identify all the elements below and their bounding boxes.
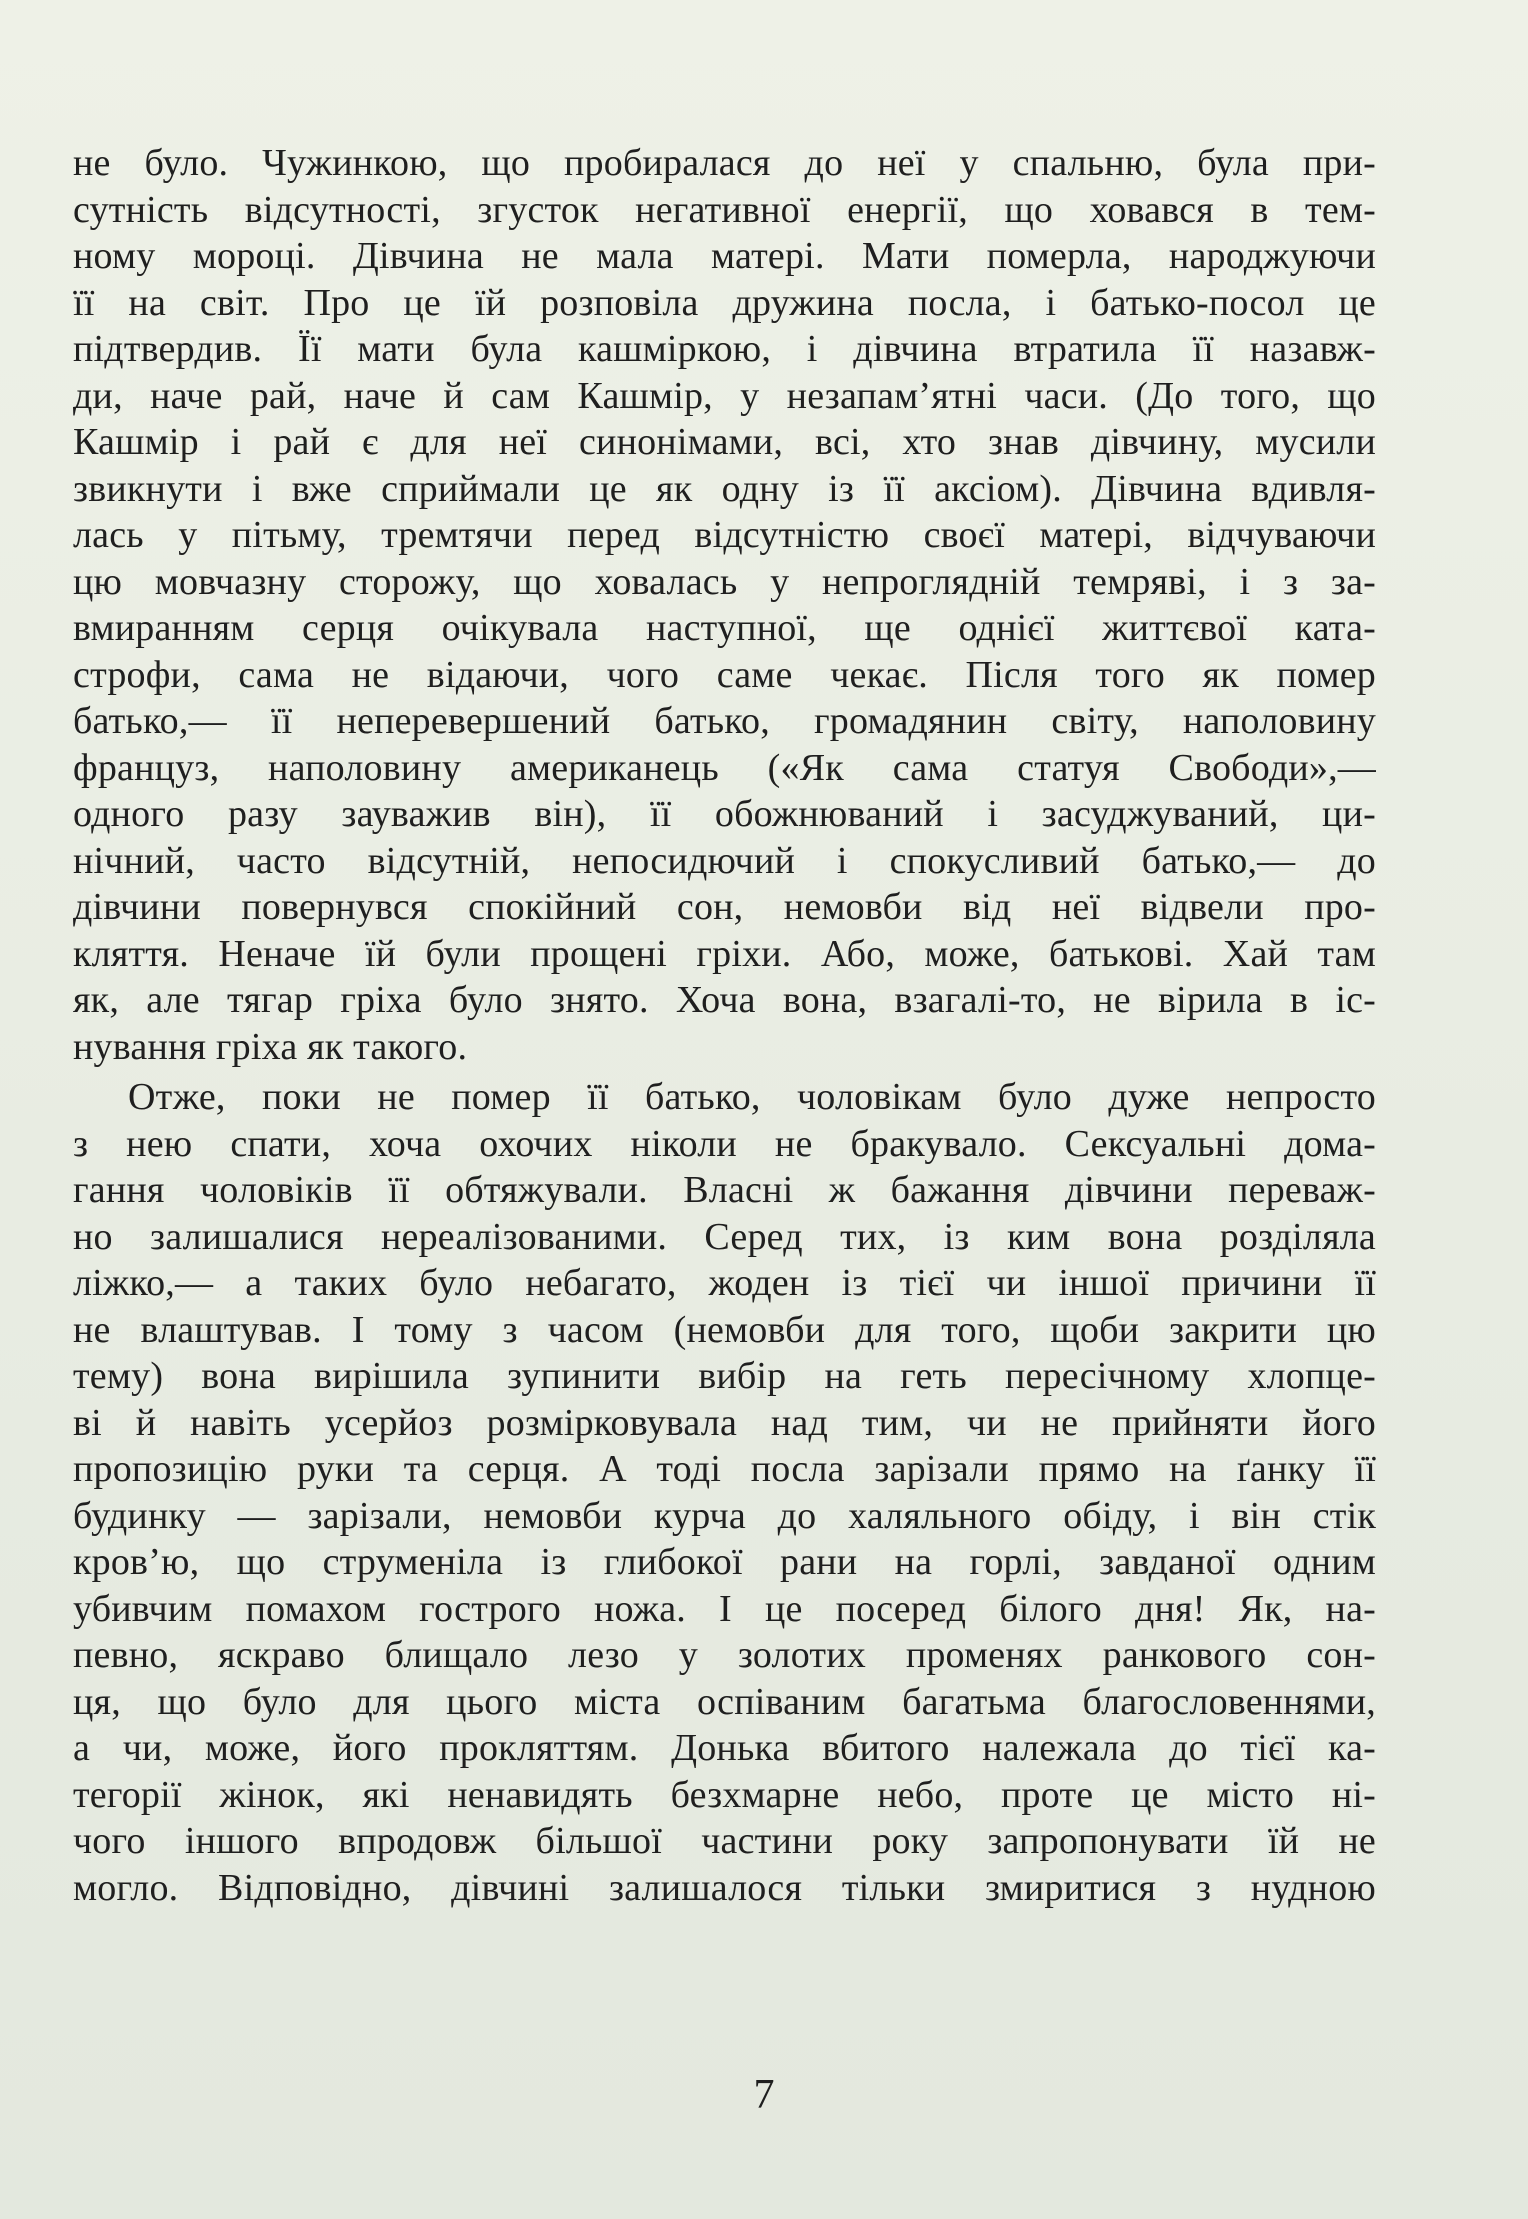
- text-line: ця, що було для цього міста оспіваним багатьма благословеннями,: [73, 1680, 1376, 1723]
- text-line: лась у пітьму, тремтячи перед відсутністю своєї матері, відчуваючи: [73, 514, 1376, 556]
- text-line: гання чоловіків її обтяжували. Власні ж бажання дівчини переваж-: [73, 1169, 1376, 1211]
- text-line: не влаштував. І тому з часом (немовби для того, щоби закрити цю: [73, 1308, 1376, 1351]
- text-line: звикнути і вже сприймали це як одну із її аксіом). Дівчина вдивля-: [73, 467, 1376, 510]
- text-line: кляття. Неначе їй були прощені гріхи. Або, може, батькові. Хай там: [73, 932, 1376, 975]
- text-line: ному мороці. Дівчина не мала матері. Мати померла, народжуючи: [73, 235, 1376, 277]
- text-line: не було. Чужинкою, що пробиралася до неї у спальню, була при-: [73, 142, 1376, 184]
- text-line: сутність відсутності, згусток негативної енергії, що ховався в тем-: [73, 188, 1376, 231]
- text-line: підтвердив. Її мати була кашміркою, і дівчина втратила її назавж-: [73, 328, 1376, 370]
- text-line: француз, наполовину американець («Як сама статуя Свободи»,—: [73, 746, 1376, 789]
- text-line: кров’ю, що струменіла із глибокої рани на горлі, завданої одним: [73, 1541, 1376, 1583]
- text-line: цю мовчазну сторожу, що ховалась у непроглядній темряві, і з за-: [73, 560, 1376, 603]
- text-line: ди, наче рай, наче й сам Кашмір, у незапам’ятні часи. (До того, що: [73, 374, 1376, 417]
- text-line: чого іншого впродовж більшої частини року запропонувати їй не: [73, 1820, 1376, 1862]
- text-line: батько,— її неперевершений батько, громадянин світу, наполовину: [73, 700, 1376, 742]
- text-line: Отже, поки не помер її батько, чоловікам було дуже непросто: [128, 1076, 1376, 1118]
- paragraph-1: [73, 140, 1376, 1070]
- text-line: ліжко,— а таких було небагато, жоден із тієї чи іншої причини її: [73, 1262, 1376, 1304]
- text-line: одного разу зауважив він), її обожнюваний і засуджуваний, ци-: [73, 793, 1376, 835]
- body-text: [73, 140, 1376, 1911]
- text-line: убивчим помахом гострого ножа. І це посеред білого дня! Як, на-: [73, 1587, 1376, 1630]
- text-line: як, але тягар гріха було знято. Хоча вона, взагалі-то, не вірила в іс-: [73, 979, 1376, 1021]
- text-line: пропозицію руки та серця. А тоді посла зарізали прямо на ґанку її: [73, 1448, 1376, 1490]
- paragraph-2: [73, 1074, 1376, 1911]
- text-line: строфи, сама не відаючи, чого саме чекає. Після того як помер: [73, 653, 1376, 696]
- text-line: певно, яскраво блищало лезо у золотих променях ранкового сон-: [73, 1634, 1376, 1676]
- text-line: Кашмір і рай є для неї синонімами, всі, хто знав дівчину, мусили: [73, 421, 1376, 463]
- text-line: ві й навіть усерйоз розмірковувала над тим, чи не прийняти його: [73, 1401, 1376, 1444]
- text-line: будинку — зарізали, немовби курча до халяльного обіду, і він стік: [73, 1494, 1376, 1537]
- text-line: но залишалися нереалізованими. Серед тих, із ким вона розділяла: [73, 1215, 1376, 1258]
- text-line: могло. Відповідно, дівчині залишалося тільки змиритися з нудною: [73, 1866, 1376, 1909]
- text-line: дівчини повернувся спокійний сон, немовби від неї відвели про-: [73, 886, 1376, 928]
- text-line: її на світ. Про це їй розповіла дружина посла, і батько-посол це: [73, 281, 1376, 324]
- text-line: нічний, часто відсутній, непосидючий і спокусливий батько,— до: [73, 839, 1376, 882]
- text-line: вмиранням серця очікувала наступної, ще однієї життєвої ката-: [73, 607, 1376, 649]
- text-line: нування гріха як такого.: [73, 1025, 468, 1068]
- text-line: тегорії жінок, які ненавидять безхмарне небо, проте це місто ні-: [73, 1773, 1376, 1816]
- text-line: тему) вона вирішила зупинити вибір на геть пересічному хлопце-: [73, 1355, 1376, 1397]
- text-line: з нею спати, хоча охочих ніколи не бракувало. Сексуальні дома-: [73, 1122, 1376, 1165]
- page-number: 7: [753, 2072, 775, 2118]
- text-line: а чи, може, його прокляттям. Донька вбитого належала до тієї ка-: [73, 1727, 1376, 1769]
